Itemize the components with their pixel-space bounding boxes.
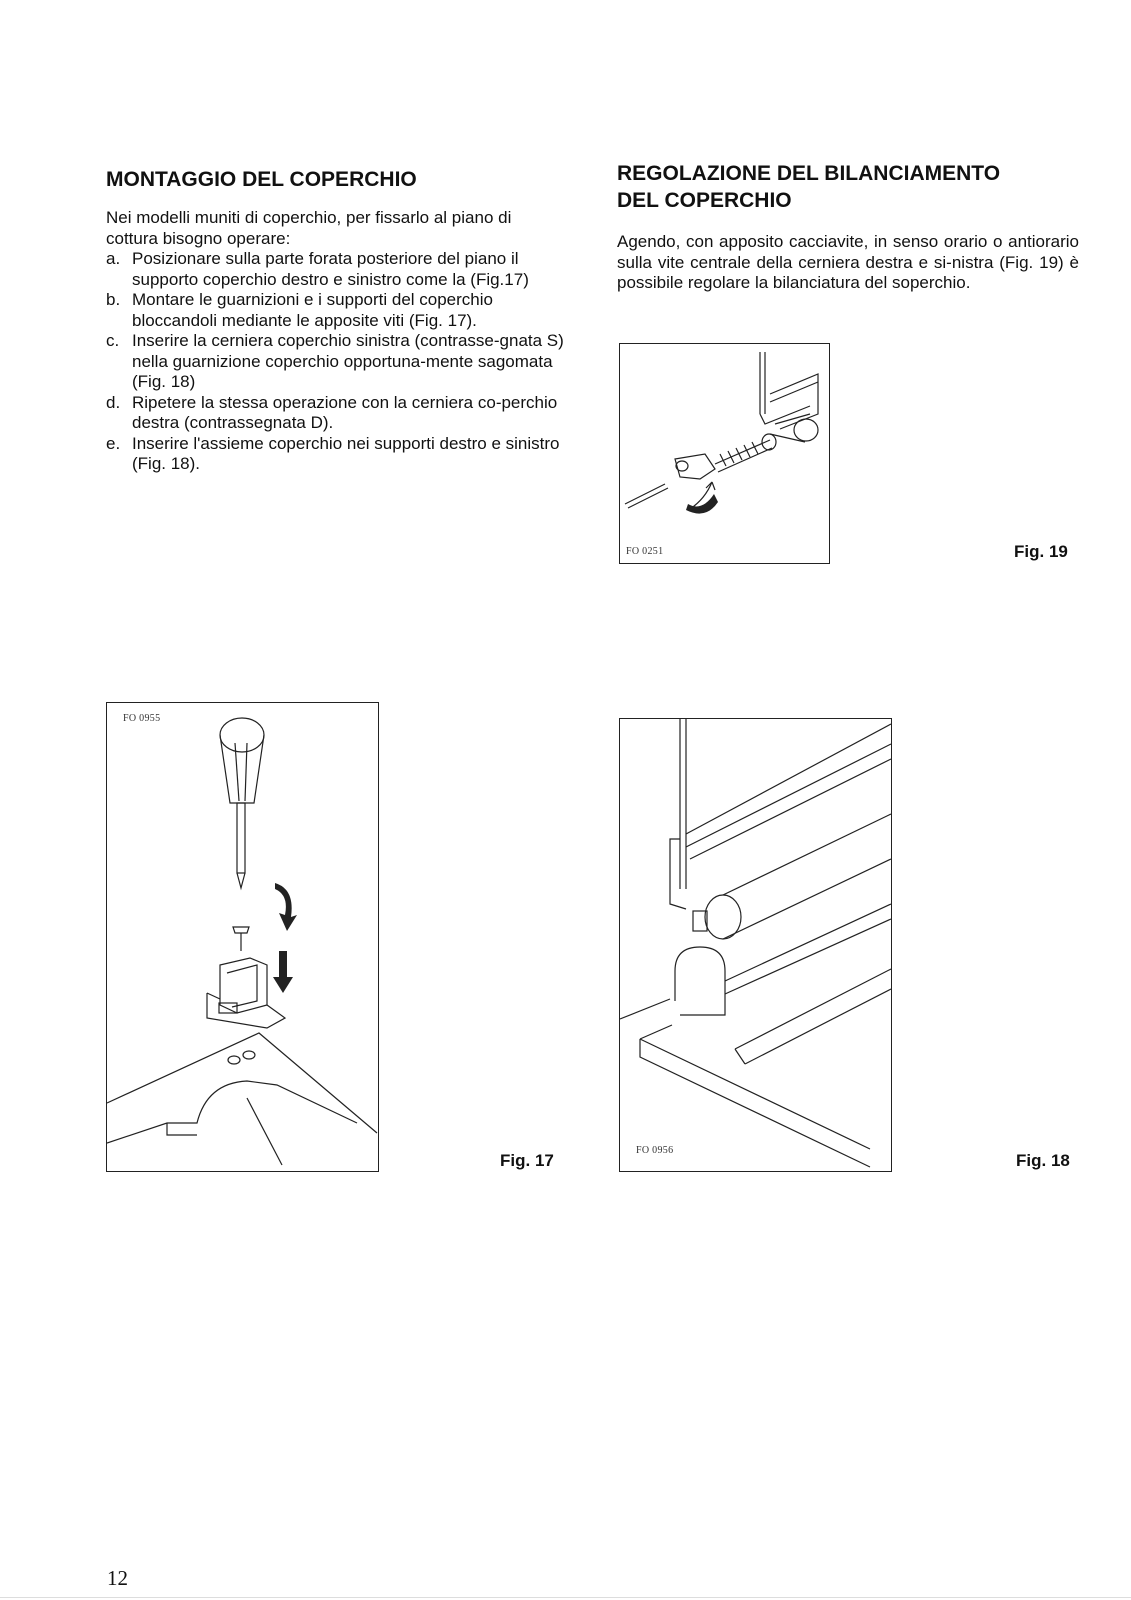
hinge-screw-drawing — [620, 344, 829, 563]
step-letter: c. — [106, 331, 120, 350]
figure-19-illustration — [619, 343, 830, 564]
title-line-1: REGOLAZIONE DEL BILANCIAMENTO — [617, 162, 1001, 185]
figure-17-label: Fig. 17 — [500, 1151, 554, 1170]
step-letter: a. — [106, 249, 121, 268]
steps-list — [106, 249, 566, 475]
step-text: Ripetere la stessa operazione con la cerniera co-perchio destra (contrassegnata D). — [132, 392, 558, 432]
title-line-2: DEL COPERCHIO — [617, 189, 792, 212]
step-item — [106, 290, 566, 331]
step-item — [106, 434, 566, 475]
figure-code: FO 0251 — [626, 546, 664, 557]
step-item — [106, 249, 566, 290]
figure-19-label: Fig. 19 — [1014, 542, 1068, 561]
step-text: Inserire la cerniera coperchio sinistra (contrasse-gnata S) nella guarnizione coperchio opportuna-mente sagomata (Fig. 18) — [132, 331, 564, 391]
screwdriver-mounting-drawing — [107, 703, 378, 1171]
regolazione-paragraph: Agendo, con apposito cacciavite, in senso orario o antiorario sulla vite centrale della cerniera destra e si-nistra (Fig. 19) è possibile regolare la bilanciatura del soperchio. — [617, 232, 1079, 292]
figure-18-illustration — [619, 718, 892, 1172]
step-item — [106, 331, 566, 393]
figure-18-label: Fig. 18 — [1016, 1151, 1070, 1170]
figure-code: FO 0956 — [636, 1145, 674, 1156]
page-number: 12 — [107, 1566, 128, 1590]
lid-hinge-drawing — [620, 719, 891, 1171]
step-item — [106, 393, 566, 434]
step-text: Inserire l'assieme coperchio nei supporti destro e sinistro (Fig. 18). — [132, 433, 560, 473]
step-letter: e. — [106, 433, 121, 453]
figure-17-illustration — [106, 702, 379, 1172]
intro-paragraph: Nei modelli muniti di coperchio, per fissarlo al piano di cottura bisogno operare: — [106, 208, 512, 248]
step-letter: d. — [106, 392, 121, 412]
step-letter: b. — [106, 290, 121, 309]
step-text: Montare le guarnizioni e i supporti del coperchio bloccandoli mediante le apposite viti (Fig. 17). — [132, 290, 493, 330]
figure-code: FO 0955 — [123, 713, 161, 724]
page-bottom-rule — [0, 1597, 1131, 1598]
section-title-regolazione — [617, 160, 1000, 214]
step-text: Posizionare sulla parte forata posteriore del piano il supporto coperchio destro e sinistro come la (Fig.17) — [132, 249, 529, 289]
section-title-montaggio: MONTAGGIO DEL COPERCHIO — [106, 168, 417, 191]
